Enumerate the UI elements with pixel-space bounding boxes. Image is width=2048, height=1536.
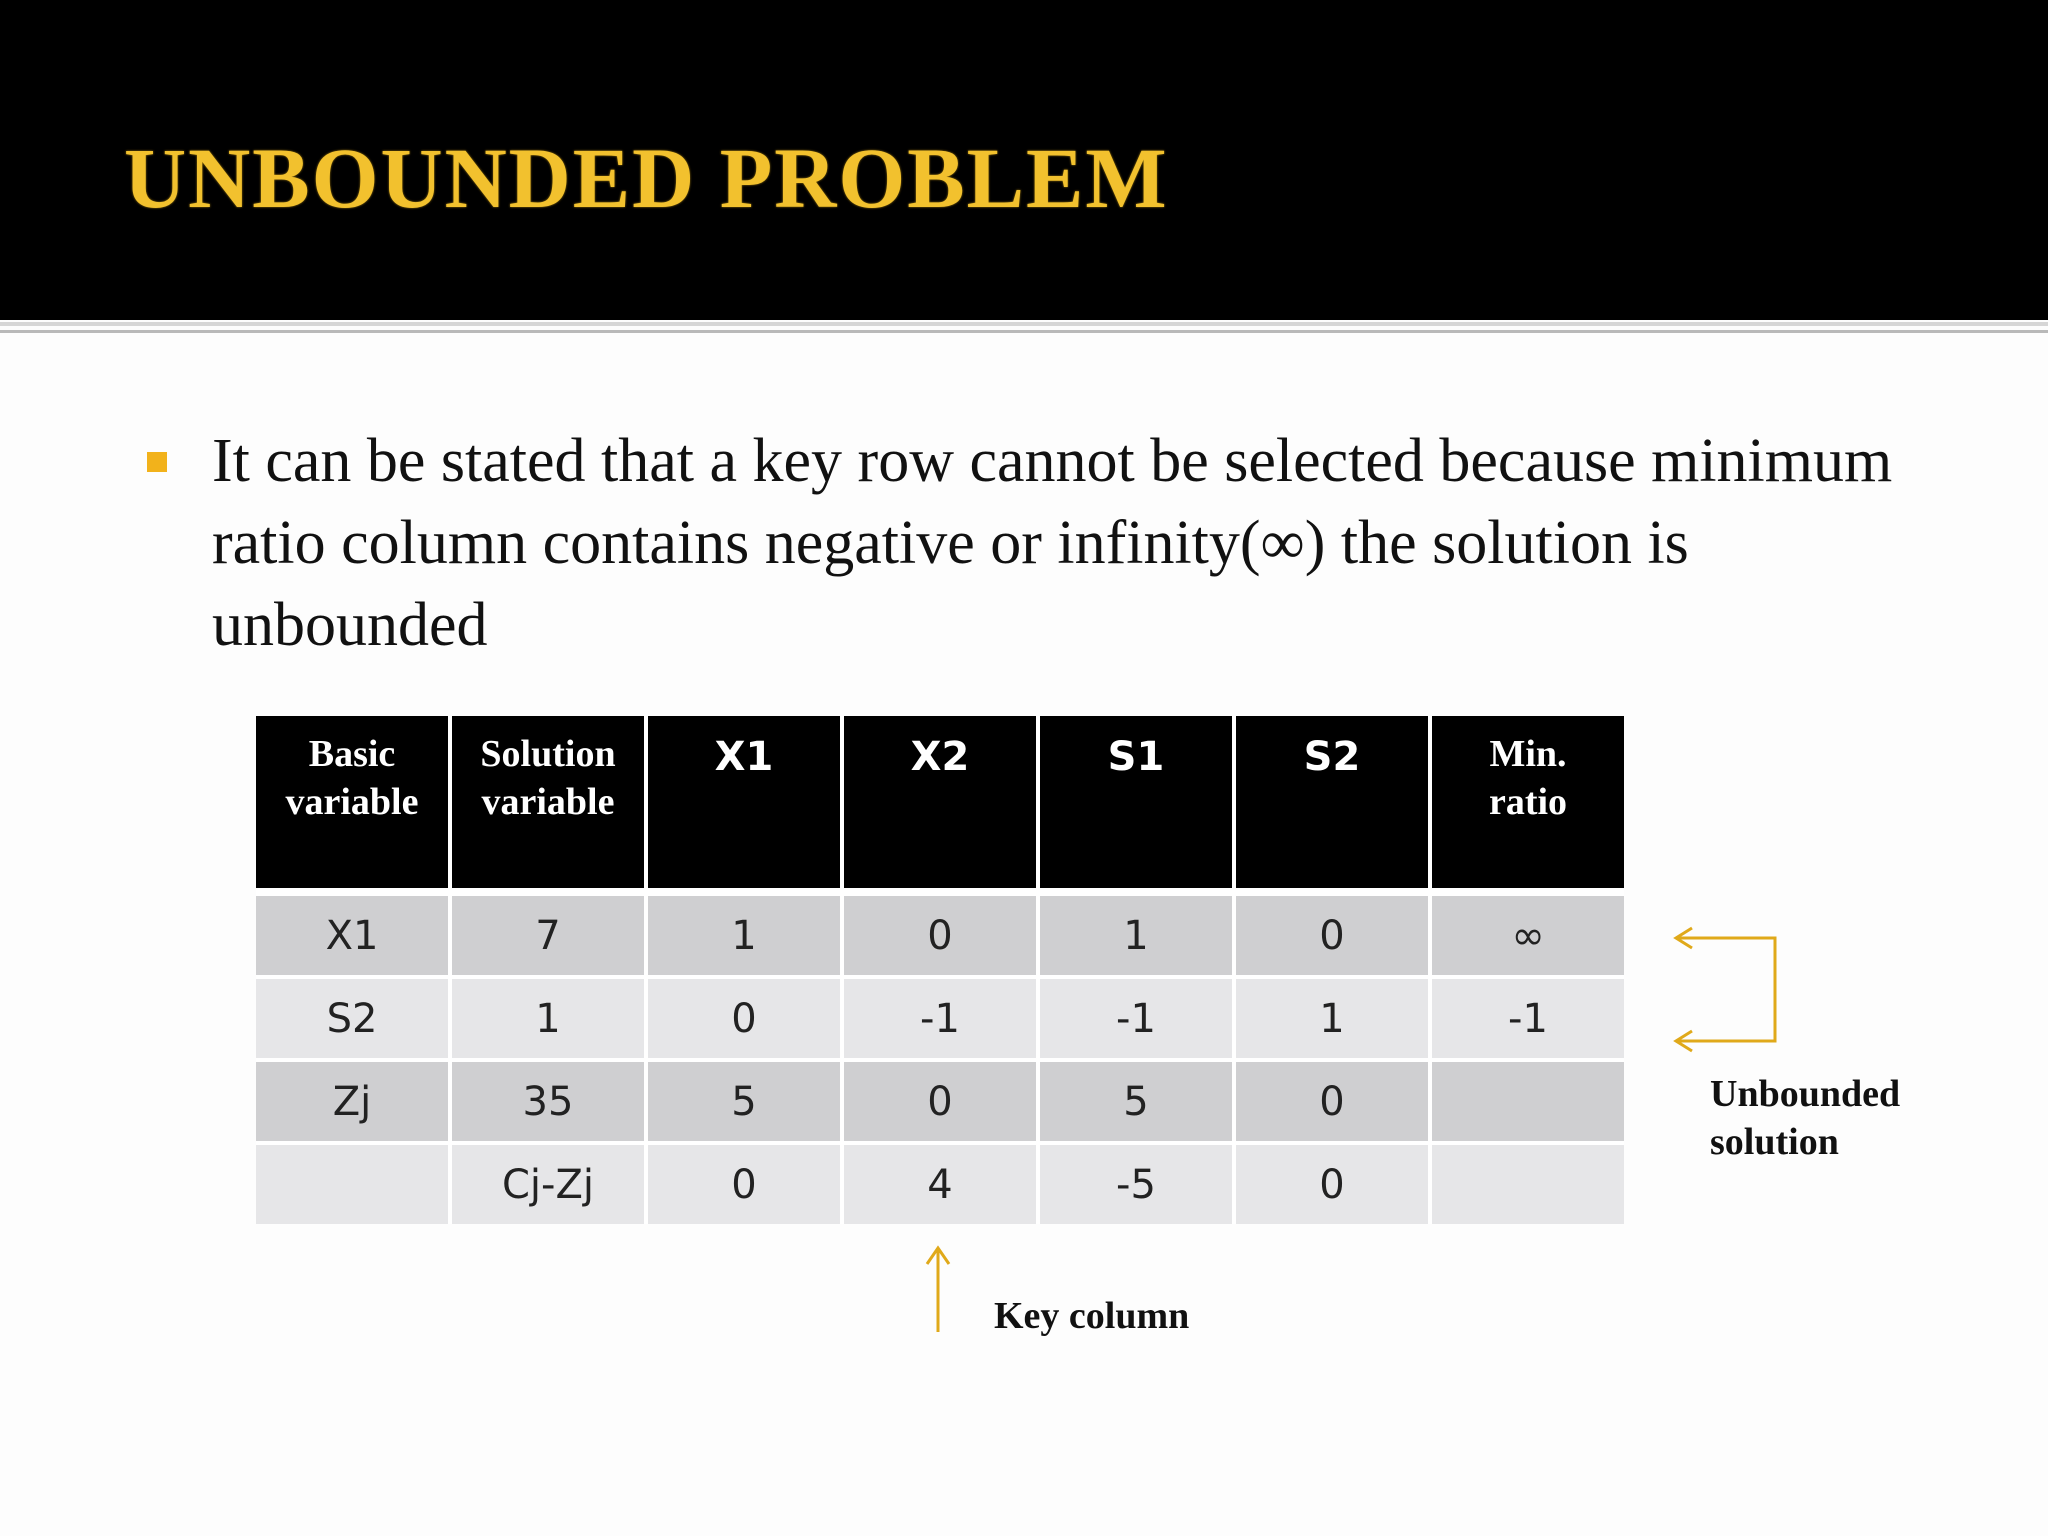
table-cell: 5 (1040, 1058, 1236, 1141)
table-cell: 5 (648, 1058, 844, 1141)
table-cell: 0 (1236, 1058, 1432, 1141)
table-cell: 1 (648, 888, 844, 975)
table-cell: 0 (1236, 1141, 1432, 1224)
header-x2: X2 (844, 716, 1040, 888)
header-solution-variable: Solution variable (452, 716, 648, 888)
table-cell: 35 (452, 1058, 648, 1141)
table-cell: -5 (1040, 1141, 1236, 1224)
header-s1: S1 (1040, 716, 1236, 888)
table-cell: -1 (844, 975, 1040, 1058)
unbounded-label-line2: solution (1710, 1121, 1839, 1163)
header-min-ratio: Min. ratio (1432, 716, 1624, 888)
header-s2: S2 (1236, 716, 1432, 888)
bullet-text: It can be stated that a key row cannot be selected because minimum ratio column contains negative or infinity(∞) the solution is unbounded (212, 427, 1893, 659)
table-cell: 4 (844, 1141, 1040, 1224)
table-cell: 0 (1236, 888, 1432, 975)
table-cell: S2 (256, 975, 452, 1058)
unbounded-bracket-arrow-icon (1676, 928, 1775, 1051)
table-cell: 1 (452, 975, 648, 1058)
header-basic-variable: Basic variable (256, 716, 452, 888)
table-cell: 1 (1040, 888, 1236, 975)
header-x1: X1 (648, 716, 844, 888)
slide-title: UNBOUNDED PROBLEM (124, 130, 1169, 226)
table-cell: 0 (844, 1058, 1040, 1141)
key-column-arrow-icon (927, 1248, 949, 1332)
key-column-label: Key column (994, 1295, 1190, 1337)
table-cell: 0 (648, 1141, 844, 1224)
table-cell: 0 (648, 975, 844, 1058)
table-cell: -1 (1432, 975, 1624, 1058)
table-cell: Cj-Zj (452, 1141, 648, 1224)
table-cell: 1 (1236, 975, 1432, 1058)
unbounded-label-line1: Unbounded (1710, 1073, 1901, 1115)
table-cell: 7 (452, 888, 648, 975)
table-cell: Zj (256, 1058, 452, 1141)
table-cell: X1 (256, 888, 452, 975)
table-cell: -1 (1040, 975, 1236, 1058)
table-cell: 0 (844, 888, 1040, 975)
table-cell: ∞ (1432, 888, 1624, 975)
